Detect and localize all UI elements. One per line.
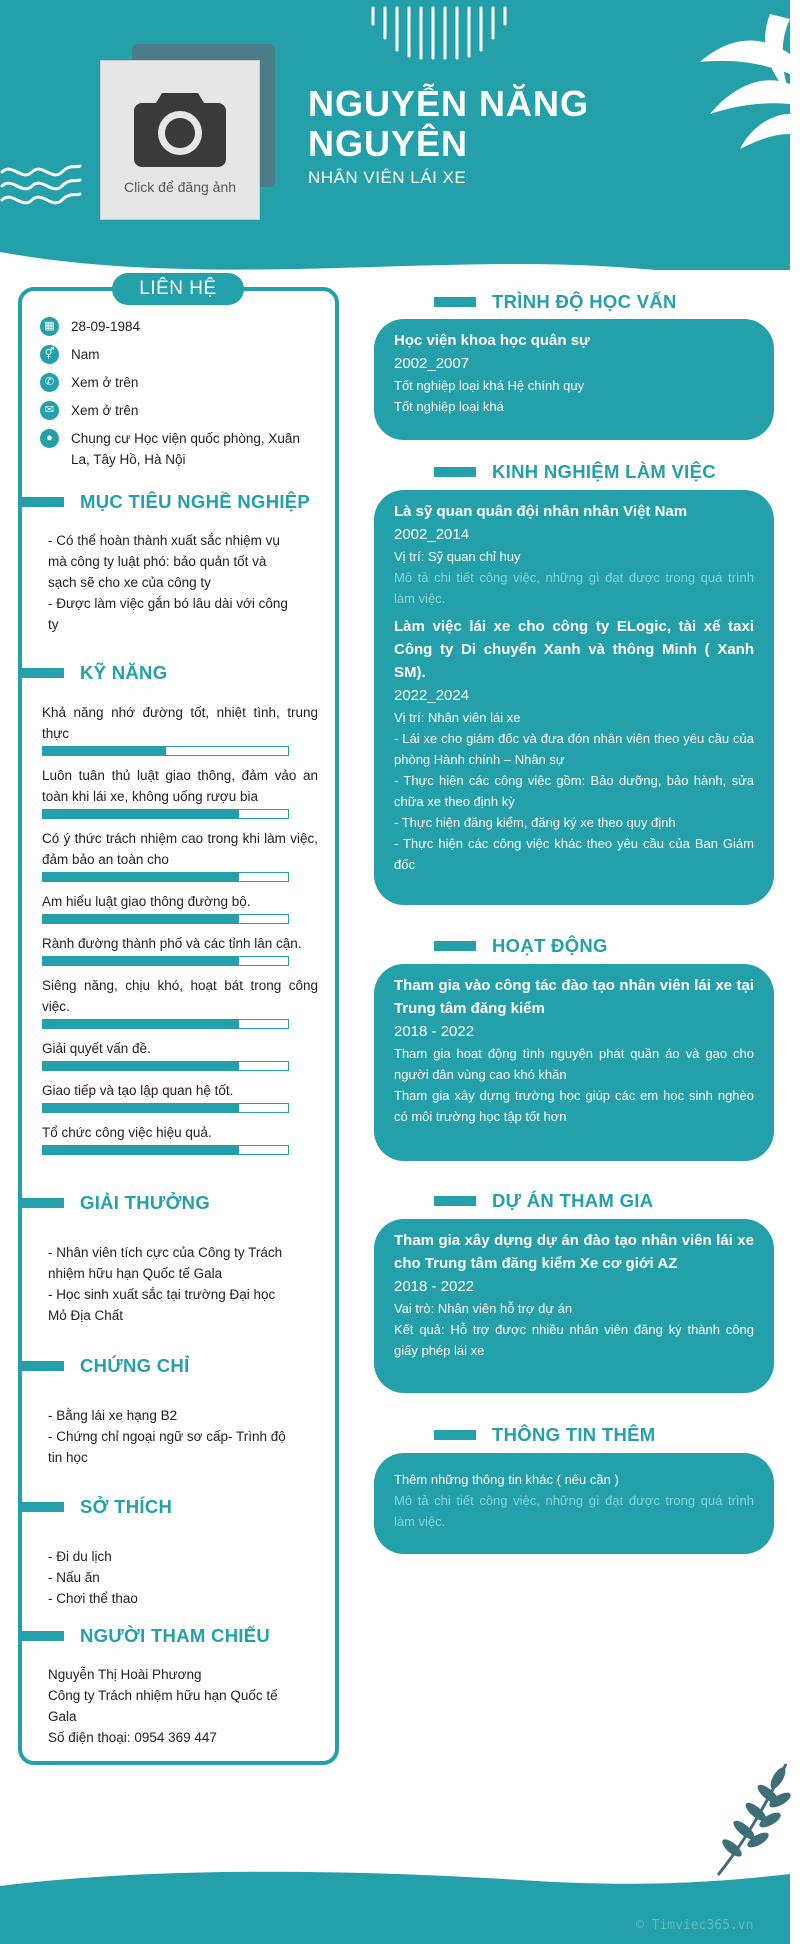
skill-bar [42, 746, 289, 756]
activities-card: Tham gia vào công tác đào tạo nhân viên lái xe tại Trung tâm đăng kiểm 2018 - 2022 Tham gia hoạt động tình nguyện phát quần áo và gạo cho người dân vùng cao khó khăn Tham gia xây dựng trường học giúp các em học sinh nghèo có môi trường học tập tốt hơn [374, 964, 774, 1161]
skill-item: Có ý thức trách nhiệm cao trong khi làm việc, đảm bảo an toàn cho [42, 828, 318, 882]
skill-item: Khả năng nhớ đường tốt, nhiệt tình, trung thực [42, 702, 318, 756]
header-wave [0, 252, 790, 270]
references-heading: NGƯỜI THAM CHIẾU [22, 1625, 270, 1647]
skill-item: Giao tiếp và tạo lập quan hệ tốt. [42, 1080, 318, 1113]
photo-upload-label: Click để đăng ảnh [123, 179, 237, 195]
skill-item: Am hiểu luật giao thông đường bộ. [42, 891, 318, 924]
skill-bar [42, 1061, 289, 1071]
skill-bar [42, 1019, 289, 1029]
contact-address: ● Chung cư Học viện quốc phòng, Xuân La, Tây Hồ, Hà Nội [40, 428, 316, 470]
skill-bar [42, 872, 289, 882]
contact-birthdate: ▦ 28-09-1984 [40, 316, 316, 337]
skill-bar [42, 1103, 289, 1113]
hobbies-heading: SỞ THÍCH [22, 1496, 172, 1518]
gender-icon: ⚥ [40, 345, 59, 364]
contact-heading: LIÊN HỆ [112, 273, 244, 305]
phone-icon: ✆ [40, 373, 59, 392]
location-icon: ● [40, 429, 59, 448]
objective-text: - Có thể hoàn thành xuất sắc nhiệm vụ mà công ty luật phó: bảo quản tốt và sạch sẽ cho xe của công ty - Được làm việc gắn bó lâu dài với công ty [48, 533, 288, 632]
education-card: Học viện khoa học quân sự 2002_2007 Tốt nghiệp loại khá Hệ chính quy Tốt nghiệp loại khá [374, 319, 774, 440]
hobbies-text: - Đi du lịch - Nấu ăn - Chơi thể thao [48, 1549, 138, 1606]
extra-info-heading: THÔNG TIN THÊM [434, 1424, 656, 1446]
contact-gender: ⚥ Nam [40, 344, 316, 365]
skill-bar [42, 956, 289, 966]
decorative-stripes [368, 0, 518, 60]
candidate-name: NGUYỄN NĂNG NGUYÊN [308, 83, 590, 164]
contact-phone: ✆ Xem ở trên [40, 372, 316, 393]
header-banner [0, 0, 790, 270]
skill-bar [42, 914, 289, 924]
references-text: Nguyễn Thị Hoài Phương Công ty Trách nhiệm hữu hạn Quốc tế Gala Số điện thoại: 0954 369 447 [48, 1667, 278, 1745]
avatar-upload[interactable] [100, 60, 260, 220]
activities-heading: HOẠT ĐỘNG [434, 935, 608, 957]
projects-heading: DỰ ÁN THAM GIA [434, 1190, 653, 1212]
objective-heading: MỤC TIÊU NGHỀ NGHIỆP [22, 491, 310, 513]
skill-item: Luôn tuân thủ luật giao thông, đảm vảo an toàn khi lái xe, không uống rượu bia [42, 765, 318, 819]
education-heading: TRÌNH ĐỘ HỌC VẤN [434, 291, 677, 313]
certificates-heading: CHỨNG CHỈ [22, 1355, 190, 1377]
skill-item: Giải quyết vấn đề. [42, 1038, 318, 1071]
projects-card: Tham gia xây dựng dự án đào tạo nhân viên lái xe cho Trung tâm đăng kiểm Xe cơ giới AZ 2018 - 2022 Vai trò: Nhân viên hỗ trợ dự án Kết quả: Hỗ trợ được nhiều nhân viên đăng ký thành công giấy phép lái xe [374, 1219, 774, 1393]
watermark: © Timviec365.vn [636, 1918, 754, 1933]
extra-info-card: Thêm những thông tin khác ( nếu cần ) Mô tả chi tiết công việc, những gì đạt được trong quá trình làm việc. [374, 1453, 774, 1554]
certificates-text: - Bằng lái xe hạng B2 - Chứng chỉ ngoại ngữ sơ cấp- Trình độ tin học [48, 1408, 286, 1465]
experience-card: Là sỹ quan quân đội nhân nhân Việt Nam 2002_2014 Vị trí: Sỹ quan chỉ huy Mô tả chi tiết công việc, những gì đạt được trong quá trình làm việc. Làm việc lái xe cho công ty ELogic, tài xế taxi Công ty Di chuyển Xanh và thông Minh ( Xanh SM). 2022_2024 Vị trí: Nhân viên lái xe - Lái xe cho giám đốc và đưa đón nhân viên theo yêu cầu của phòng Hành chính – Nhân sự - Thực hiện các công việc gồm: Bảo dưỡng, bảo hành, sửa chữa xe theo định kỳ - Thực hiện đăng kiểm, đăng ký xe theo quy định - Thực hiện các công việc khác theo yêu cầu của Ban Giám đốc [374, 490, 774, 905]
calendar-icon: ▦ [40, 317, 59, 336]
awards-heading: GIẢI THƯỞNG [22, 1192, 210, 1214]
skill-item: Siêng năng, chịu khó, hoạt bát trong công việc. [42, 975, 318, 1029]
camera-icon [132, 85, 228, 169]
email-icon: ✉ [40, 401, 59, 420]
contact-email: ✉ Xem ở trên [40, 400, 316, 421]
skill-bar [42, 809, 289, 819]
wave-lines-decoration [0, 160, 82, 208]
job-title: NHÂN VIÊN LÁI XE [308, 168, 467, 187]
skill-item: Rành đường thành phố và các tỉnh lân cận. [42, 933, 318, 966]
skill-bar [42, 1145, 289, 1155]
awards-text: - Nhân viên tích cực của Công ty Trách nhiệm hữu hạn Quốc tế Gala - Học sinh xuất sắc tại trường Đại học Mỏ Địa Chất [48, 1245, 283, 1323]
experience-heading: KINH NGHIỆM LÀM VIỆC [434, 461, 716, 483]
skills-heading: KỸ NĂNG [22, 662, 167, 684]
skill-item: Tổ chức công việc hiệu quả. [42, 1122, 318, 1155]
